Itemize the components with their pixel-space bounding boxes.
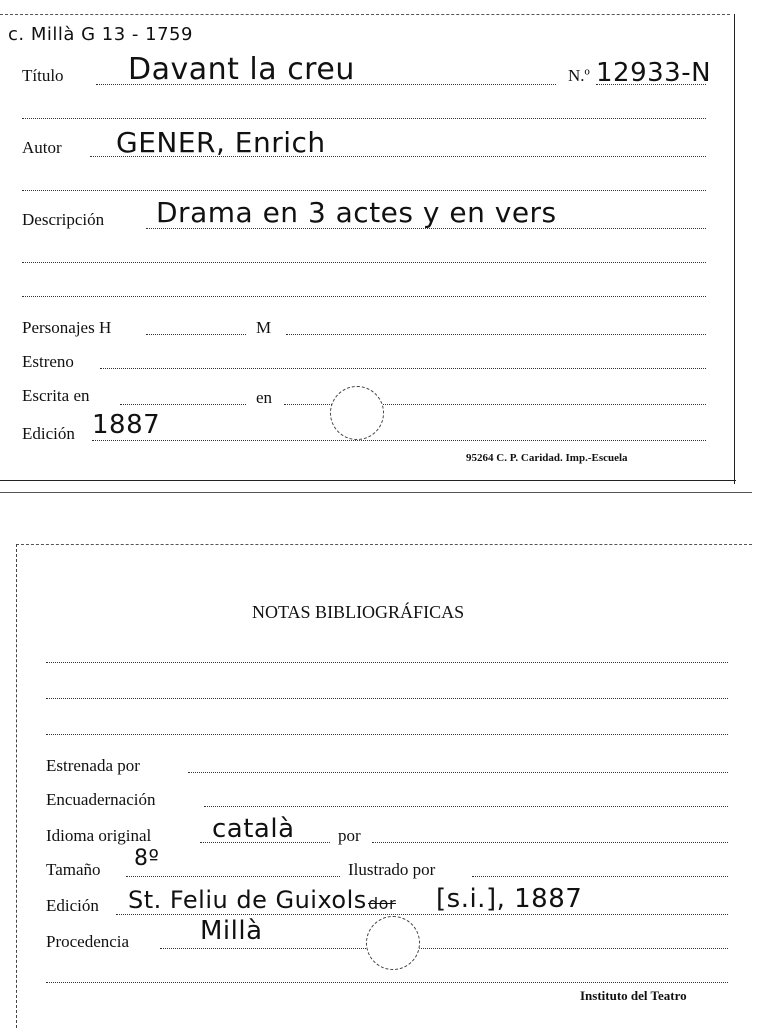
punch-hole [330,386,384,440]
provenance-label: Procedencia [46,932,130,951]
language-value: català [212,814,295,844]
description-label: Descripción [22,210,105,229]
number-value: 12933-N [596,58,712,88]
edition2-value: St. Feliu de Guixols [128,886,367,914]
written-in-label: en [256,388,273,407]
card-annotation: c. Millà G 13 - 1759 [8,24,193,45]
edition2-struck: dor [368,894,397,913]
language-label: Idioma original [46,826,152,845]
notes-heading: NOTAS BIBLIOGRÁFICAS [252,602,465,622]
characters-label: Personajes H [22,318,112,337]
printer-mark: 95264 C. P. Caridad. Imp.-Escuela [466,452,628,464]
edition2-value2: [s.i.], 1887 [436,884,583,914]
written-label: Escrita en [22,386,90,405]
edition-label: Edición [22,424,75,443]
premiere-label: Estreno [22,352,74,371]
characters-m-label: M [256,318,272,337]
author-value: GENER, Enrich [116,126,326,159]
edition2-label: Edición [46,896,99,915]
illustrated-label: Ilustrado por [348,860,436,879]
title-value: Davant la creu [128,52,355,87]
number-label: N.º [568,66,590,85]
description-value: Drama en 3 actes y en vers [156,196,557,229]
binding-label: Encuadernación [46,790,156,809]
premiered-by-label: Estrenada por [46,756,140,775]
size-label: Tamaño [46,860,101,879]
size-value: 8º [134,846,160,871]
edition-value: 1887 [92,410,161,440]
language-por-label: por [338,826,361,845]
institute-mark: Instituto del Teatro [580,988,687,1003]
title-label: Título [22,66,64,85]
author-label: Autor [22,138,62,157]
provenance-value: Millà [200,916,263,946]
punch-hole-2 [366,916,420,970]
